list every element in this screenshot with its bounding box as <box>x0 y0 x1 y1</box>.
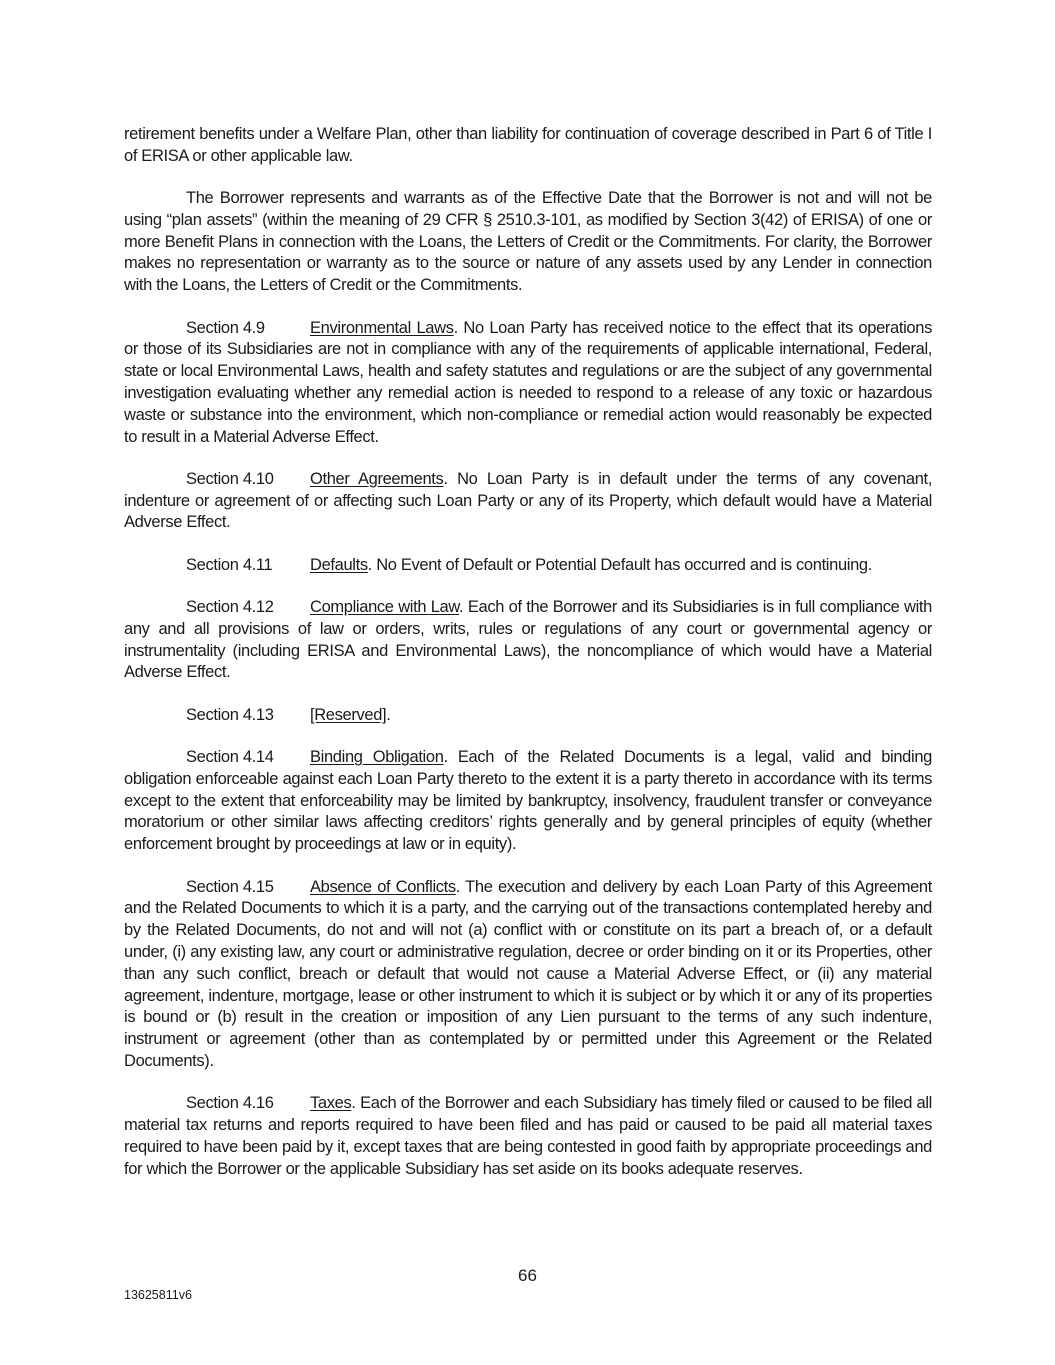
section-heading: Environmental Laws <box>310 318 454 337</box>
section-4-9 <box>124 318 932 449</box>
page-number: 66 <box>518 1266 537 1285</box>
section-4-12 <box>124 597 932 684</box>
section-heading: Compliance with Law <box>310 598 460 617</box>
section-heading: Taxes <box>310 1094 352 1113</box>
section-number: Section 4.15 <box>186 877 274 896</box>
document-body <box>124 124 932 1201</box>
paragraph-continuation: retirement benefits under a Welfare Plan, other than liability for continuation of coverage described in Part 6 of Title I of ERISA or other applicable law. <box>124 125 932 165</box>
section-text: . No Event of Default or Potential Default has occurred and is continuing. <box>367 555 872 574</box>
section-text: . No Loan Party is in default under the terms of any covenant, indenture or agreement of or affecting such Loan Party or any of its Property, which default would have a Material Adverse Effect. <box>124 469 932 532</box>
section-heading: Other Agreements <box>310 469 444 488</box>
section-text: . <box>386 705 391 724</box>
section-heading: Defaults <box>310 555 368 574</box>
section-number: Section 4.13 <box>186 705 274 724</box>
section-number: Section 4.12 <box>186 598 274 617</box>
section-heading: Absence of Conflicts <box>310 877 456 896</box>
section-number: Section 4.11 <box>186 555 273 574</box>
section-heading: Binding Obligation <box>310 748 444 767</box>
section-number: Section 4.10 <box>186 469 274 488</box>
section-4-16 <box>124 1093 932 1180</box>
section-4-15 <box>124 877 932 1073</box>
section-heading: [Reserved] <box>310 705 387 724</box>
section-4-13 <box>124 705 932 727</box>
section-4-11 <box>124 555 932 577</box>
section-text: . Each of the Borrower and each Subsidiary has timely filed or caused to be filed all material tax returns and reports required to have been filed and has paid or caused to be paid all material taxes required to have been paid by it, except taxes that are being contested in good faith by appropriate proceedings and for which the Borrower or the applicable Subsidiary has set aside on its books adequate reserves. <box>124 1094 932 1178</box>
section-text: . No Loan Party has received notice to the effect that its operations or those of its Subsidiaries are not in compliance with any of the requirements of applicable international, Federal, state or local Environmental Laws, health and safety statutes and regulations or are the subject of any governmental investigation evaluating whether any remedial action is needed to respond to a release of any toxic or hazardous waste or substance into the environment, which non-compliance or remedial action would reasonably be expected to result in a Material Adverse Effect. <box>124 318 932 446</box>
section-number: Section 4.14 <box>186 748 274 767</box>
paragraph-plan-assets: The Borrower represents and warrants as of the Effective Date that the Borrower is not and will not be using “plan assets” (within the meaning of 29 CFR § 2510.3-101, as modified by Section 3(42) of ERISA) of one or more Benefit Plans in connection with the Loans, the Letters of Credit or the Commitments. For clarity, the Borrower makes no representation or warranty as to the source or nature of any assets used by any Lender in connection with the Loans, the Letters of Credit or the Commitments. <box>124 189 932 295</box>
section-4-10 <box>124 469 932 534</box>
section-text: . Each of the Borrower and its Subsidiaries is in full compliance with any and all provisions of law or orders, writs, rules or regulations of any court or governmental agency or instrumentality (including ERISA and Environmental Laws), the noncompliance of which would have a Material Adverse Effect. <box>124 598 932 682</box>
section-text: . The execution and delivery by each Loan Party of this Agreement and the Related Documents to which it is a party, and the carrying out of the transactions contemplated hereby and by the Related Documents, do not and will not (a) conflict with or constitute on its part a breach of, or a default under, (i) any existing law, any court or administrative regulation, decree or order binding on it or its Properties, other than any such conflict, breach or default that would not cause a Material Adverse Effect, or (ii) any material agreement, indenture, mortgage, lease or other instrument to which it is subject or by which it or any of its properties is bound or (b) result in the creation or imposition of any Lien pursuant to the terms of any such indenture, instrument or agreement (other than as contemplated by or permitted under this Agreement or the Related Documents). <box>124 877 932 1070</box>
section-text: . Each of the Related Documents is a legal, valid and binding obligation enforceable against each Loan Party thereto to the extent it is a party thereto in accordance with its terms except to the extent that enforceability may be limited by bankruptcy, insolvency, fraudulent transfer or conveyance moratorium or other similar laws affecting creditors’ rights generally and by general principles of equity (whether enforcement brought by proceedings at law or in equity). <box>124 748 932 854</box>
section-number: Section 4.16 <box>186 1094 274 1113</box>
section-number: Section 4.9 <box>186 318 265 337</box>
section-4-14 <box>124 747 932 856</box>
document-id: 13625811v6 <box>124 1288 192 1302</box>
